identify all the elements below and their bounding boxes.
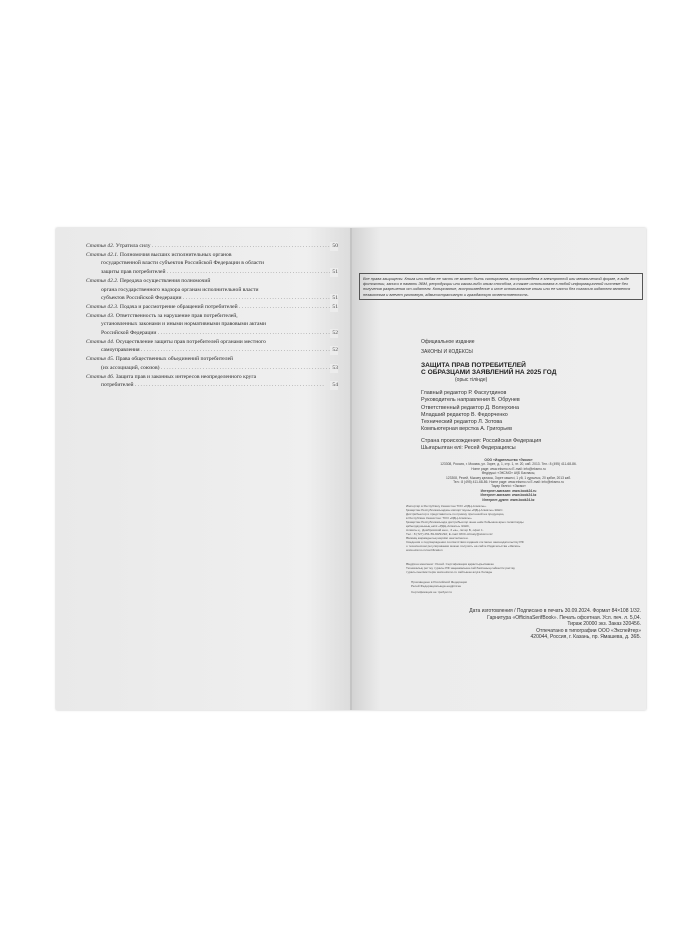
toc-article-number: Статья 44. <box>86 338 115 345</box>
online-store: Интернет-дүкен: www.book24.kz <box>482 497 535 502</box>
toc-line <box>86 277 338 286</box>
toc-line <box>86 259 338 268</box>
toc-title-text: Защита прав и законных интересов неопределенного круга <box>115 373 257 380</box>
toc-entry <box>86 277 338 303</box>
toc-line <box>86 251 338 260</box>
toc-page-number: 51 <box>332 303 338 310</box>
no-cert-line: Сертификация не требуется <box>411 590 452 594</box>
toc-page-number: 51 <box>332 295 338 302</box>
publisher-line: Тауар белгісі: «Эксмо» <box>491 484 526 489</box>
title-line: С ОБРАЗЦАМИ ЗАЯВЛЕНИЙ НА 2025 ГОД <box>421 369 557 377</box>
toc-entry <box>86 355 338 372</box>
publisher-line: Өндіруші: «ЭКСМО» АҚБ Баспасы, <box>481 471 536 476</box>
toc-title-text: субъектов Российской Федерации <box>101 295 182 302</box>
toc-line <box>86 320 338 329</box>
imprint-line: Отпечатано в типографии ООО «Экспейтер» <box>536 627 641 634</box>
book-gutter <box>350 228 352 710</box>
toc-line <box>86 373 338 382</box>
toc-line <box>86 312 338 321</box>
toc-line <box>86 338 338 347</box>
cert-line: Техникалық реттеу туралы РФ заңнамасына сай баспаның сәйкестік растау <box>406 566 515 570</box>
made-in <box>411 580 626 594</box>
origin-line: Шығарылған елі: Ресей Федерациясы <box>421 445 516 452</box>
toc-article-number: Статья 42.2. <box>86 277 119 284</box>
toc-title-text: Подача и рассмотрение обращений потребителей <box>119 303 238 310</box>
toc-entry <box>86 373 338 390</box>
toc-line <box>86 242 338 251</box>
toc-line <box>86 286 338 295</box>
toc-line <box>86 303 338 312</box>
toc-title-text: потребителей <box>101 382 134 389</box>
toc-title-text: Осуществление защиты прав потребителей органами местного <box>115 338 266 345</box>
toc-title-text: Российской Федерации <box>101 330 157 337</box>
toc-line <box>86 294 338 303</box>
credit-line: Ответственный редактор Д. Волнухина <box>421 404 519 411</box>
publisher-line: Тел.: 8 (495) 411-68-86. Home page: www.eksmo.ru E-mail: info@eksmo.ru <box>453 480 564 485</box>
cert-line: туралы мәліметтерін www.eksmo.ru сайтынан алуға болады <box>406 570 493 574</box>
toc-page-number: 51 <box>332 269 338 276</box>
book-spread <box>56 228 646 710</box>
imprint-line: 420044, Россия, г. Казань, пр. Ямашева, д. 36Б. <box>530 634 641 641</box>
toc-line <box>86 381 338 390</box>
title-line: ЗАЩИТА ПРАВ ПОТРЕБИТЕЛЕЙ <box>421 362 526 369</box>
copyright-notice: Все права защищены. Книга или любая ее часть не может быть скопирована, воспроизведена в электронной или механической форме, в виде фотокопии, записи в память ЭВМ, репродукции или каким-либо иным способом, а также использована в любой информационной системе без получения разрешения от издателя. Копирование, воспроизведение и иное использование книги или ее части без согласия издателя является незаконным и влечет уголовную, административную и гражданскую ответственность. <box>359 273 643 300</box>
kz-line: Сведения о подтверждении соответствия издания согласно законодательству РФ <box>406 540 524 544</box>
cert-line: Өндірген мемлекет: Ресей. Сертификация қарастырылмаған <box>406 562 494 566</box>
toc-entry <box>86 251 338 277</box>
imprint-line: Дата изготовления / Подписано в печать 30.09.2024. Формат 84×108 1/32. <box>469 608 641 614</box>
toc-page-number: 50 <box>332 243 338 249</box>
kz-line: www.eksmo.ru/certification <box>406 548 443 552</box>
toc-page-number: 54 <box>332 382 338 389</box>
kz-line: Қазақстан Республикасындағы импорттаушы «РДЦ-Алматы» ЖШС. <box>406 508 504 512</box>
toc-article-number: Статья 46. <box>86 373 115 380</box>
toc-article-number: Статья 42.1. <box>86 251 119 258</box>
kz-line: Өнімнің жарамдылық мерзімі шектелмеген. <box>406 536 469 540</box>
toc-title-text: защиты прав потребителей <box>101 269 166 276</box>
credit-line: Младший редактор В. Федорченко <box>421 411 508 418</box>
kz-certification <box>406 562 626 574</box>
kz-line: Импортёр в Республику Казахстан ТОО «РДЦ-Алматы». <box>406 504 487 508</box>
kz-line: қабылдаушының өкілі «РДЦ-Алматы» ЖШС, <box>406 524 470 528</box>
print-imprint <box>391 608 641 641</box>
imprint-line: Гарнитура «OfficinaSerifBook». Печать офсетная. Усл. печ. л. 5,04. <box>487 614 641 621</box>
toc-title-text: установленных законами и иными нормативными правовыми актами <box>101 321 267 328</box>
toc-title-text: Передача осуществления полномочий <box>119 277 211 284</box>
right-page <box>351 228 646 710</box>
publisher-line: 123308, Россия, г. Москва, ул. Зорге, д. 1, стр. 1, эт. 20, каб. 2013. Тел.: 8 (495) 411-68-86. <box>440 462 577 467</box>
origin-line: Страна происхождения: Российская Федерация <box>421 438 542 444</box>
toc-line <box>86 346 338 355</box>
title-subtitle: (орыс тілінде) <box>455 377 488 383</box>
kz-line: Алматы қ., Домбровский көш., 3 «а», литер Б, офис 1. <box>406 528 484 532</box>
kz-line: Дистрибьютор и представитель по приему претензий на продукцию, <box>406 512 505 516</box>
toc-entry <box>86 338 338 355</box>
toc-line <box>86 268 338 277</box>
kz-line: Тел.: 8 (727) 251-59-90/91/92; E-mail: RDC-Almaty@eksmo.kz <box>406 532 493 536</box>
toc-article-number: Статья 45. <box>86 356 115 363</box>
toc-article-number: Статья 42.3. <box>86 303 119 310</box>
online-store: Интернет-магазин: www.book24.ru <box>480 488 537 493</box>
publisher-info <box>396 458 621 502</box>
kz-line: о техническом регулировании можно получить на сайте Издательства «Эксмо» <box>406 544 521 548</box>
credit-line: Технический редактор Л. Зотова <box>421 419 503 426</box>
edition-label: Официальное издание <box>421 339 475 345</box>
kz-line: Қазақстан Республикасында дистрибьютор және өнім бойынша арыз-талаптарды <box>406 520 524 524</box>
book-title <box>421 362 641 377</box>
toc-title-text: государственной власти субъектов Российской Федерации в области <box>101 260 265 267</box>
credits <box>421 390 641 434</box>
toc-entry <box>86 242 338 251</box>
toc-line <box>86 355 338 364</box>
kz-line: в Республике Казахстан: ТОО «РДЦ-Алматы» <box>406 516 472 520</box>
publisher-name: ООО «Издательство «Эксмо» <box>484 458 533 462</box>
publisher-line: Home page: www.eksmo.ru E-mail: info@eksmo.ru <box>471 466 546 471</box>
online-store: Интернет-магазин: www.book24.kz <box>480 493 537 498</box>
publisher-line: 123308, Ресей, Мәскеу қаласы, Зорге көшесі, 1 үй, 1 құрылыс, 20 қабат, 2013 каб. <box>445 475 572 480</box>
made-in-line: Произведено в Российской Федерации <box>411 580 468 584</box>
credit-line: Компьютерная верстка А. Григорьев <box>421 426 512 433</box>
credit-line: Руководитель направления В. Обрунев <box>421 397 520 404</box>
toc-article-number: Статья 42. <box>86 243 115 249</box>
credit-line: Главный редактор Р. Фасхутдинов <box>421 390 507 396</box>
toc-title-text: Полномочия высших исполнительных органов <box>119 251 232 258</box>
toc-title-text: (их ассоциаций, союзов) <box>101 364 160 371</box>
toc-page-number: 53 <box>332 364 338 371</box>
toc-title-text: Утратила силу <box>115 243 151 249</box>
kz-distributor-info <box>406 504 626 552</box>
made-in-line: Ресей Федерациясында өндірілген <box>411 584 462 588</box>
toc-entry <box>86 312 338 338</box>
toc-entry <box>86 303 338 312</box>
toc-title-text: Права общественных объединений потребителей <box>115 356 234 363</box>
toc-title-text: органа государственного надзора органам исполнительной власти <box>101 286 259 293</box>
toc-page-number: 52 <box>332 347 338 354</box>
toc-line <box>86 364 338 373</box>
toc-title-text: Ответственность за нарушение прав потребителей, <box>115 312 238 319</box>
table-of-contents <box>86 242 338 390</box>
toc-title-text: самоуправления <box>101 347 140 354</box>
toc-line <box>86 329 338 338</box>
imprint-line: Тираж 20000 экз. Заказ 320456. <box>567 621 641 628</box>
left-page <box>56 228 351 710</box>
country-of-origin <box>421 438 641 453</box>
series-label: ЗАКОНЫ И КОДЕКСЫ <box>421 349 473 355</box>
toc-page-number: 52 <box>332 330 338 337</box>
toc-article-number: Статья 43. <box>86 312 115 319</box>
